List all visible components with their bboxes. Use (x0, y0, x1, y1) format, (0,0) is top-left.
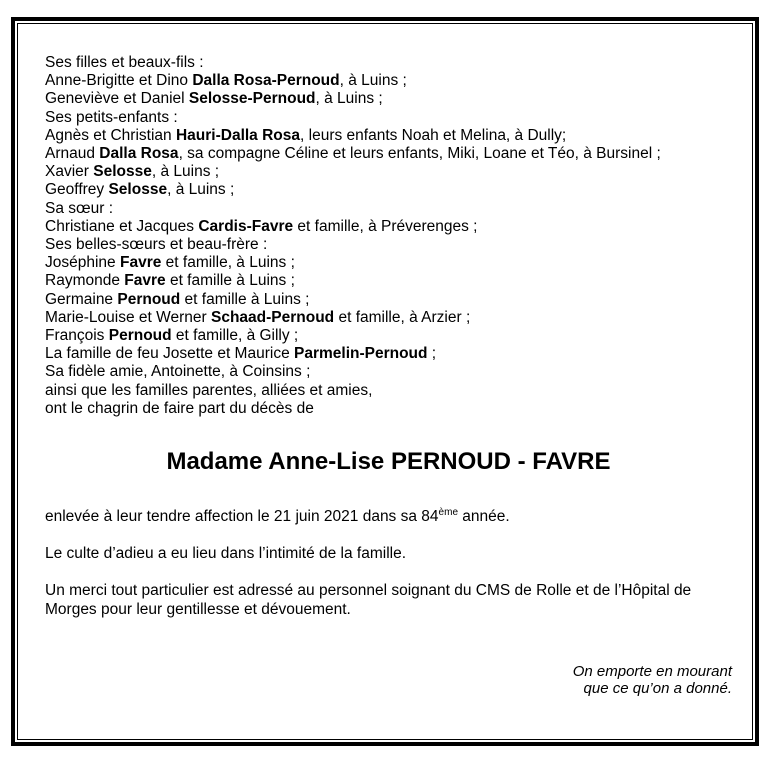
body-text: Anne-Brigitte et Dino (45, 72, 193, 90)
family-line (45, 72, 732, 90)
family-relations-list (45, 54, 732, 418)
quote-line: que ce qu’on a donné. (583, 680, 732, 698)
body-text: , à Luins ; (151, 163, 220, 181)
announcement-paragraph (45, 545, 732, 563)
family-line (45, 254, 732, 272)
surname-bold-text: Cardis-Favre (198, 217, 294, 235)
body-text: et famille, à Arzier ; (334, 308, 471, 326)
body-text: La famille de feu Josette et Maurice (45, 345, 294, 363)
family-line (45, 400, 732, 418)
epitaph-quote (45, 663, 732, 698)
body-text: , leurs enfants Noah et Melina, à Dully; (300, 126, 567, 144)
body-text: Xavier (45, 163, 94, 181)
family-line (45, 127, 732, 145)
superscript-text: ème (438, 506, 458, 518)
announcement-paragraphs (45, 508, 732, 619)
surname-bold-text: Dalla Rosa (99, 145, 179, 163)
family-line (45, 309, 732, 327)
surname-bold-text: Selosse (108, 181, 168, 199)
body-text: Ses petits-enfants : (45, 108, 178, 126)
body-text: Ses filles et beaux-fils : (45, 54, 204, 71)
surname-bold-text: Hauri-Dalla Rosa (175, 126, 301, 144)
body-text: , sa compagne Céline et leurs enfants, Miki, Loane et Téo, à Bursinel ; (178, 145, 661, 163)
body-text: enlevée à leur tendre affection le 21 juin 2021 dans sa 84 (45, 508, 439, 526)
surname-bold-text: Favre (124, 272, 166, 290)
family-line (45, 236, 732, 254)
body-text: Sa fidèle amie, Antoinette, à Coinsins ; (45, 363, 311, 381)
family-line (45, 145, 732, 163)
body-text: Christiane et Jacques (45, 217, 199, 235)
body-text: ainsi que les familles parentes, alliées et amies, (45, 381, 373, 399)
body-text: Marie-Louise et Werner (45, 308, 211, 326)
family-line (45, 163, 732, 181)
family-line (45, 109, 732, 127)
body-text: Un merci tout particulier est adressé au personnel soignant du CMS de Rolle et de l’Hôpital de Morges pour leur gentillesse et dévouement. (45, 582, 692, 618)
announcement-content (18, 24, 752, 739)
body-text: et famille à Luins ; (180, 290, 310, 308)
surname-bold-text: Selosse (93, 163, 152, 181)
surname-bold-text: Selosse-Pernoud (188, 90, 316, 108)
body-text: François (45, 327, 109, 345)
family-line (45, 272, 732, 290)
body-text: ont le chagrin de faire part du décès de (45, 399, 314, 417)
body-text: année. (458, 508, 510, 526)
body-text: Germaine (45, 290, 118, 308)
body-text: , à Luins ; (315, 90, 383, 108)
family-line (45, 181, 732, 199)
surname-bold-text: Parmelin-Pernoud (294, 345, 428, 363)
body-text: Le culte d’adieu a eu lieu dans l’intimité de la famille. (45, 545, 407, 563)
body-text: Agnès et Christian (45, 126, 176, 144)
surname-bold-text: Favre (119, 254, 162, 272)
family-line (45, 200, 732, 218)
body-text: et famille, à Préverenges ; (293, 217, 478, 235)
body-text: Geneviève et Daniel (45, 90, 189, 108)
family-line (45, 382, 732, 400)
family-line (45, 345, 732, 363)
surname-bold-text: Dalla Rosa-Pernoud (192, 72, 340, 90)
surname-bold-text: Schaad-Pernoud (210, 308, 335, 326)
body-text: et famille à Luins ; (165, 272, 295, 290)
announcement-paragraph (45, 582, 732, 618)
body-text: Arnaud (45, 145, 100, 163)
family-line (45, 363, 732, 381)
quote-line: On emporte en mourant (572, 662, 732, 680)
body-text: , à Luins ; (339, 72, 407, 90)
family-line (45, 327, 732, 345)
announcement-paragraph (45, 508, 732, 526)
deceased-name-title: Madame Anne-Lise PERNOUD - FAVRE (166, 448, 611, 476)
body-text: Raymonde (45, 272, 125, 290)
body-text: , à Luins ; (167, 181, 235, 199)
family-line (45, 90, 732, 108)
surname-bold-text: Pernoud (117, 290, 181, 308)
surname-bold-text: Pernoud (108, 327, 172, 345)
body-text: ; (427, 345, 437, 363)
body-text: et famille, à Gilly ; (171, 327, 299, 345)
family-line (45, 291, 732, 309)
family-line (45, 218, 732, 236)
body-text: Ses belles-sœurs et beau-frère : (45, 236, 268, 254)
announcement-inner-frame (17, 23, 753, 740)
body-text: Joséphine (45, 254, 120, 272)
body-text: Sa sœur : (45, 199, 114, 217)
body-text: Geoffrey (45, 181, 109, 199)
body-text: et famille, à Luins ; (161, 254, 295, 272)
announcement-border-frame (11, 17, 759, 746)
family-line (45, 54, 732, 72)
